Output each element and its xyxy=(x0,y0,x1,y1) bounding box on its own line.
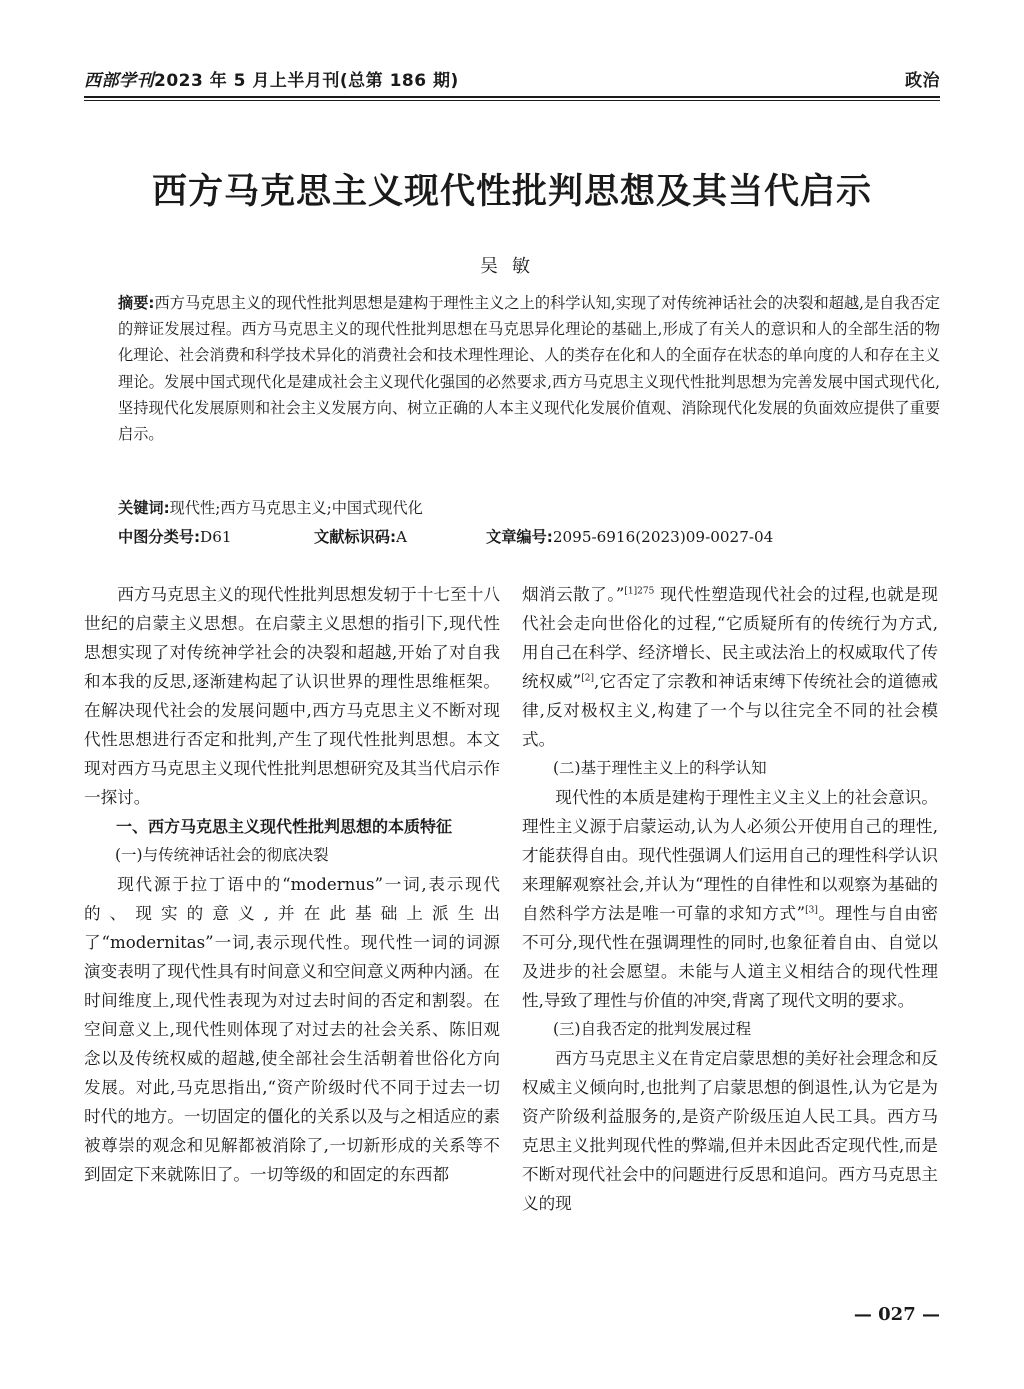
keywords-text: 现代性;西方马克思主义;中国式现代化 xyxy=(169,499,423,517)
classification-line xyxy=(118,526,940,548)
subsection-heading: (三)自我否定的批判发展过程 xyxy=(553,1020,752,1038)
abstract xyxy=(84,290,940,447)
paragraph: 西方马克思主义的现代性批判思想发轫于十七至十八世纪的启蒙主义思想。在启蒙主义思想的指引下,现代性思想实现了对传统神学社会的决裂和超越,开始了对自我和本我的反思,逐渐建构起了认识世界的理性思维框架。在解决现代社会的发展问题中,西方马克思主义不断对现代性思想进行否定和批判,产生了现代性批判思想。本文现对西方马克思主义现代性批判思想研究及其当代启示作一探讨。 xyxy=(84,585,500,807)
paragraph: 现代性的本质是建构于理性主义主义上的社会意识。理性主义源于启蒙运动,认为人必须公开使用自己的理性,才能获得自由。现代性强调人们运用自己的理性科学认识来理解观察社会,并认为“理性的自律性和以观察为基础的自然科学方法是唯一可靠的求知方式”[3]。理性与自由密不可分,现代性在强调理性的同时,也象征着自由、自觉以及进步的社会愿望。未能与人道主义相结合的现代性理性,导致了理性与价值的冲突,背离了现代文明的要求。 xyxy=(522,788,939,1010)
subsection-heading: (一)与传统神话社会的彻底决裂 xyxy=(115,846,329,864)
citation: [3] xyxy=(805,905,818,916)
doc-code-label: 文献标识码: xyxy=(314,528,397,546)
section-label: 政治 xyxy=(905,71,940,91)
citation: [2] xyxy=(581,673,595,684)
citation: [1]275 xyxy=(624,586,655,597)
keywords-label: 关键词: xyxy=(118,499,170,517)
doc-code-value: A xyxy=(396,528,407,546)
subsection-heading: (二)基于理性主义上的科学认知 xyxy=(553,759,767,777)
clc-label: 中图分类号: xyxy=(118,528,201,546)
article-no-label: 文章编号: xyxy=(486,528,553,546)
abstract-text: 西方马克思主义的现代性批判思想是建构于理性主义之上的科学认知,实现了对传统神话社会的决裂和超越,是自我否定的辩证发展过程。西方马克思主义的现代性批判思想在马克思异化理论的基础上,形成了有关人的意识和人的全部生活的物化理论、社会消费和科学技术异化的消费社会和技术理性理论、人的类存在化和人的全面存在状态的单向度的人和存在主义理论。发展中国式现代化是建成社会主义现代化强国的必然要求,西方马克思主义现代性批判思想为完善发展中国式现代化,坚持现代化发展原则和社会主义发展方向、树立正确的人本主义现代化发展价值观、消除现代化发展的负面效应提供了重要启示。 xyxy=(118,294,940,444)
journal-logo: 西部学刊 xyxy=(84,71,154,91)
body-column-right xyxy=(522,580,938,1218)
keywords xyxy=(118,497,423,519)
paragraph: 现代源于拉丁语中的“modernus”一词,表示现代的、现实的意义,并在此基础上派生出了“modernitas”一词,表示现代性。现代性一词的词源演变表明了现代性具有时间意义和空间意义两种内涵。在时间维度上,现代性表现为对过去时间的否定和割裂。在空间意义上,现代性则体现了对过去的社会关系、陈旧观念以及传统权威的超越,使全部社会生活朝着世俗化方向发展。对此,马克思指出,“资产阶级时代不同于过去一切时代的地方。一切固定的僵化的关系以及与之相适应的素被尊崇的观念和见解都被消除了,一切新形成的关系等不到固定下来就陈旧了。一切等级的和固定的东西都 xyxy=(84,875,500,1184)
section-heading: 一、西方马克思主义现代性批判思想的本质特征 xyxy=(116,817,453,836)
clc-value: D61 xyxy=(200,528,232,546)
article-title: 西方马克思主义现代性批判思想及其当代启示 xyxy=(151,172,872,212)
issue-info: 2023 年 5 月上半月刊(总第 186 期) xyxy=(154,71,459,91)
paragraph: 西方马克思主义在肯定启蒙思想的美好社会理念和反权威主义倾向时,也批判了启蒙思想的倒退性,认为它是为资产阶级利益服务的,是资产阶级压迫人民工具。西方马克思主义批判现代性的弊端,但并未因此否定现代性,而是不断对现代社会中的问题进行反思和追问。西方马克思主义的现 xyxy=(522,1049,938,1213)
running-header xyxy=(84,66,940,91)
header-rule xyxy=(84,96,940,98)
page-number: — 027 — xyxy=(853,1304,940,1325)
abstract-label: 摘要: xyxy=(118,294,155,312)
header-rule-thin xyxy=(84,100,940,101)
journal-issue xyxy=(84,66,459,91)
article-no-value: 2095-6916(2023)09-0027-04 xyxy=(552,528,774,546)
body-column-left xyxy=(84,580,500,1189)
paragraph: 烟消云散了。”$^{[1]275}$ 现代性塑造现代社会的过程,也就是现代社会走向世俗化的过程,“它质疑所有的传统行为方式,用自己在科学、经济增长、民主或法治上的权威取代了传统权威”[2],它否定了宗教和神话束缚下传统社会的道德戒律,反对极权主义,构建了一个与以往完全不同的社会模式。 xyxy=(522,585,939,749)
author: 吴敏 xyxy=(480,256,544,277)
